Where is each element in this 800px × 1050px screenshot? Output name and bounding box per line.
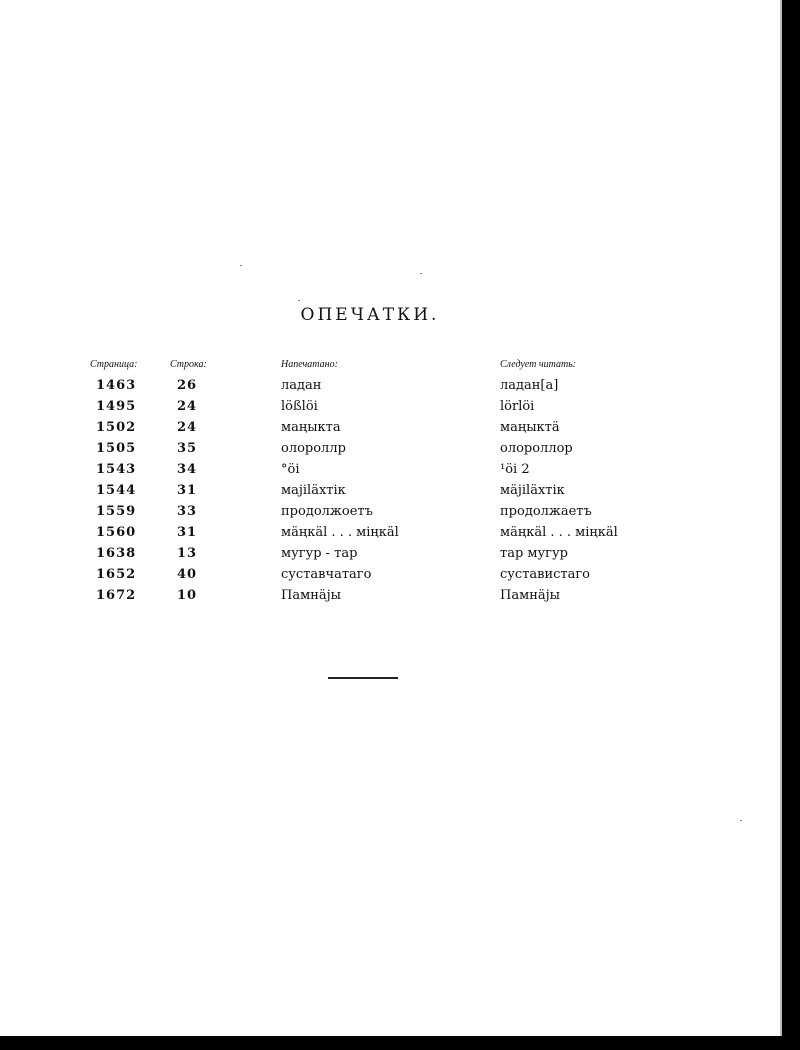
errata-page-number: 1543 [96, 462, 137, 477]
errata-correct-text: ¹öi 2 [500, 462, 530, 477]
errata-printed-text: суставчатаго [281, 567, 372, 582]
errata-line-number: 24 [177, 399, 198, 414]
errata-page-number: 1560 [96, 525, 137, 540]
errata-correct-text: олороллор [500, 441, 573, 456]
errata-printed-text: продолжоетъ [281, 504, 373, 519]
scan-speck [298, 300, 300, 301]
errata-row [0, 504, 760, 525]
page-title: ОПЕЧАТКИ. [300, 305, 440, 325]
errata-row [0, 525, 760, 546]
errata-printed-text: °öi [281, 462, 300, 477]
errata-correct-text: маңыктä [500, 420, 560, 435]
errata-printed-text: мугур - тар [281, 546, 358, 561]
errata-correct-text: мäjiläхтік [500, 483, 565, 498]
errata-correct-text: Памнäjы [500, 588, 560, 603]
errata-correct-text: ладан[а] [500, 378, 559, 393]
errata-correct-text: продолжаетъ [500, 504, 592, 519]
errata-row [0, 462, 760, 483]
errata-line-number: 31 [177, 525, 198, 540]
errata-page-number: 1652 [96, 567, 137, 582]
errata-page-number: 1463 [96, 378, 137, 393]
errata-line-number: 26 [177, 378, 198, 393]
errata-page-number: 1638 [96, 546, 137, 561]
errata-line-number: 24 [177, 420, 198, 435]
errata-page-number: 1502 [96, 420, 137, 435]
errata-printed-text: мäңкäl . . . міңкäl [281, 525, 399, 540]
errata-line-number: 31 [177, 483, 198, 498]
errata-printed-text: ладан [281, 378, 322, 393]
errata-line-number: 40 [177, 567, 198, 582]
errata-page-number: 1505 [96, 441, 137, 456]
scan-border-right [780, 0, 800, 1050]
errata-printed-text: мajiläхтік [281, 483, 346, 498]
errata-row [0, 441, 760, 462]
errata-row [0, 378, 760, 399]
errata-printed-text: lößlöi [281, 399, 318, 414]
errata-line-number: 10 [177, 588, 198, 603]
header-page: Страница: [90, 359, 138, 370]
header-line: Строка: [170, 359, 207, 370]
closing-rule [328, 677, 398, 679]
errata-line-number: 34 [177, 462, 198, 477]
errata-row [0, 420, 760, 441]
scan-border-shadow [780, 0, 782, 1036]
errata-row [0, 588, 760, 609]
scan-speck [240, 265, 242, 266]
errata-page-number: 1544 [96, 483, 137, 498]
scan-border-bottom [0, 1036, 800, 1050]
errata-line-number: 35 [177, 441, 198, 456]
errata-page-number: 1672 [96, 588, 137, 603]
errata-row [0, 546, 760, 567]
errata-printed-text: олороллр [281, 441, 346, 456]
scan-speck [740, 820, 742, 821]
header-printed: Напечатано: [281, 359, 338, 370]
errata-correct-text: суставистаго [500, 567, 590, 582]
errata-correct-text: мäңкäl . . . міңкäl [500, 525, 618, 540]
errata-table [0, 378, 760, 609]
errata-line-number: 33 [177, 504, 198, 519]
errata-page-number: 1495 [96, 399, 137, 414]
header-correct: Следует читать: [500, 359, 577, 370]
errata-printed-text: Памнäjы [281, 588, 341, 603]
errata-page-number: 1559 [96, 504, 137, 519]
errata-correct-text: lörlöi [500, 399, 535, 414]
errata-correct-text: тар мугур [500, 546, 568, 561]
errata-row [0, 483, 760, 504]
errata-row [0, 399, 760, 420]
scan-speck [420, 273, 422, 274]
errata-printed-text: маңыкта [281, 420, 341, 435]
errata-line-number: 13 [177, 546, 198, 561]
errata-row [0, 567, 760, 588]
